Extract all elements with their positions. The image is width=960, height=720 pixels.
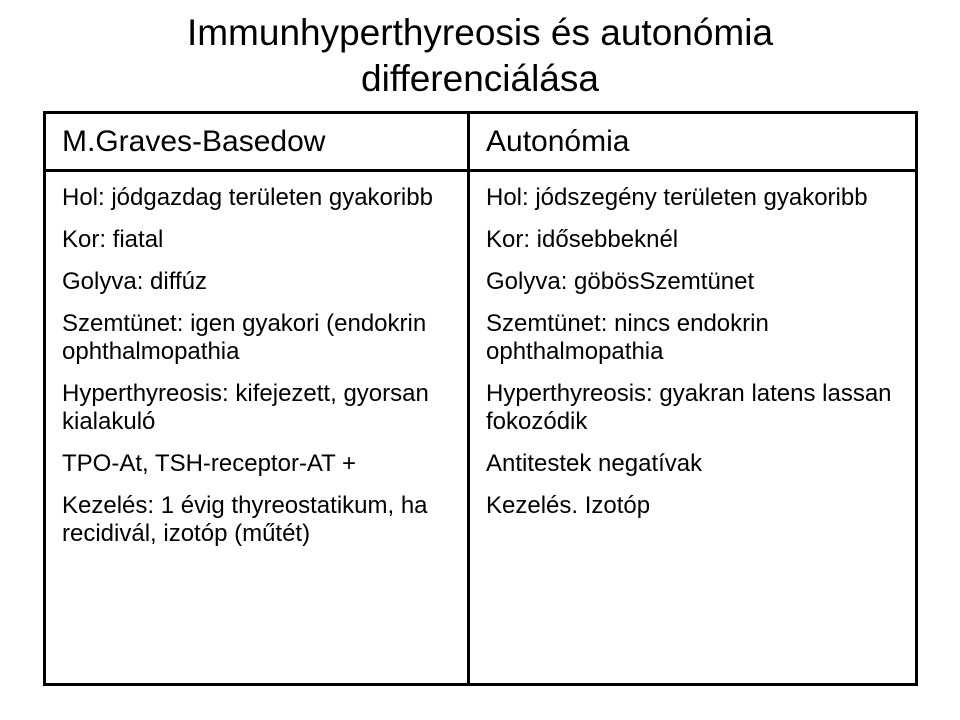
list-item: Golyva: diffúz	[62, 268, 207, 295]
list-item: Golyva: göbösSzemtünet	[486, 268, 755, 295]
list-item: Hyperthyreosis: kifejezett, gyorsan kialakuló	[62, 380, 429, 435]
graves-basedow-column	[45, 171, 469, 685]
header-autonomia: Autonómia	[469, 113, 917, 171]
autonomia-column	[469, 171, 917, 685]
list-item: TPO-At, TSH-receptor-AT +	[62, 450, 357, 477]
list-item: Hol: jódszegény területen gyakoribb	[486, 184, 868, 211]
list-item: Antitestek negatívak	[486, 450, 703, 477]
list-item: Szemtünet: nincs endokrin ophthalmopathia	[486, 310, 769, 365]
list-item: Kezelés: 1 évig thyreostatikum, ha recidivál, izotóp (műtét)	[62, 492, 428, 547]
table-header-row	[45, 113, 917, 171]
slide-title	[60, 10, 900, 102]
slide-title-line-1: Immunhyperthyreosis és autonómia	[186, 12, 774, 53]
list-item: Kor: idősebbeknél	[486, 226, 679, 253]
list-item: Szemtünet: igen gyakori (endokrin ophthalmopathia	[62, 310, 427, 365]
comparison-table	[43, 111, 918, 686]
header-graves-basedow: M.Graves-Basedow	[45, 113, 469, 171]
slide-title-line-2: differenciálása	[361, 58, 599, 99]
list-item: Hol: jódgazdag területen gyakoribb	[62, 184, 433, 211]
list-item: Kor: fiatal	[62, 226, 164, 253]
list-item: Kezelés. Izotóp	[486, 492, 651, 519]
table-body-row	[45, 171, 917, 685]
list-item: Hyperthyreosis: gyakran latens lassan fokozódik	[486, 380, 892, 435]
